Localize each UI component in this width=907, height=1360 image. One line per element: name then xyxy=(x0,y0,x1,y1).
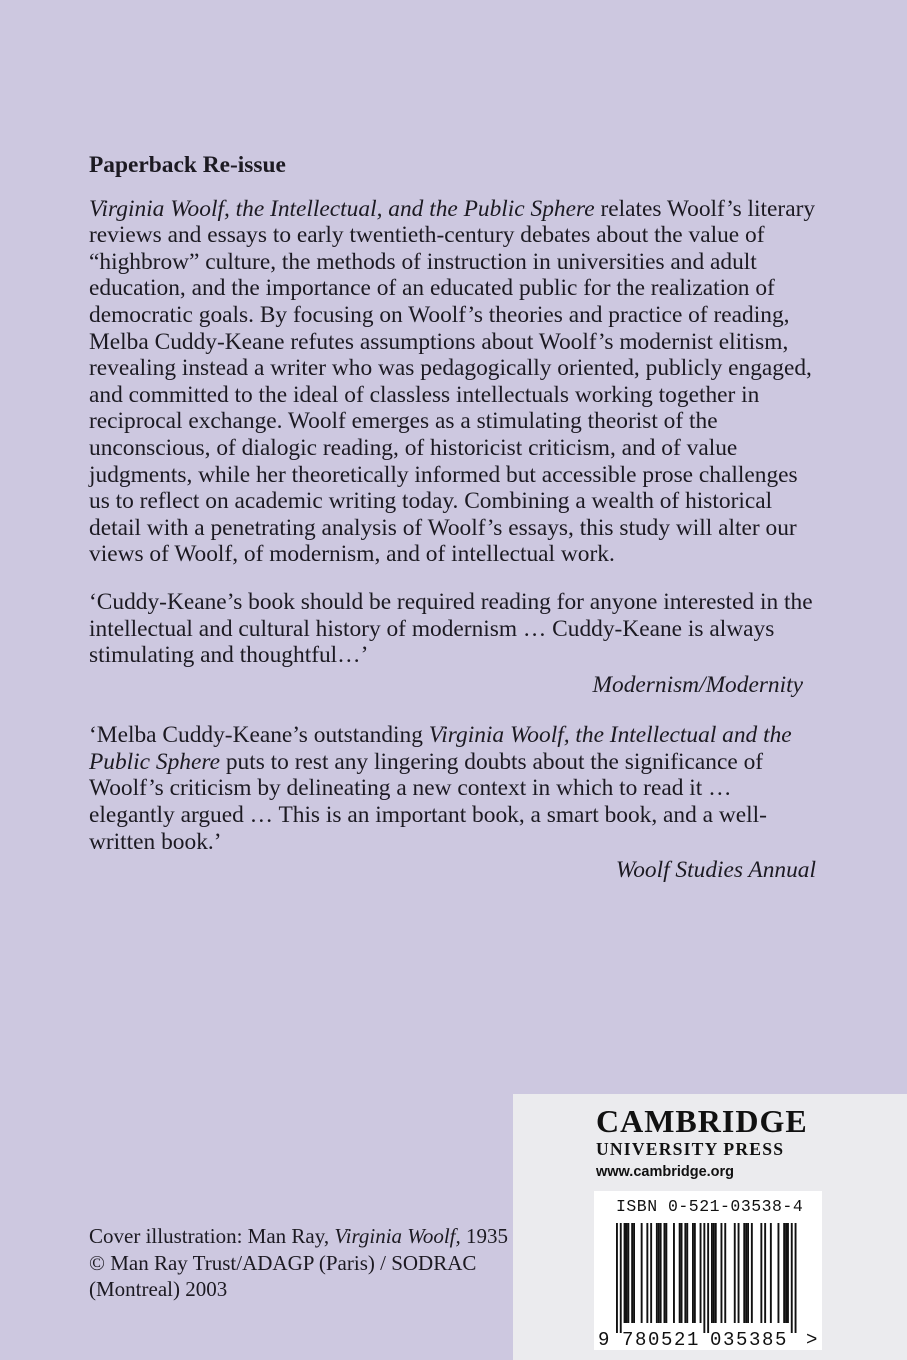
barcode-bar xyxy=(734,1223,736,1323)
barcode-bar xyxy=(684,1223,686,1323)
barcode-right-digits: 035385 xyxy=(710,1329,789,1350)
barcode-bar xyxy=(679,1223,681,1323)
barcode-bar xyxy=(658,1223,660,1323)
barcode-bar xyxy=(692,1223,694,1323)
barcode-lead-digit: 9 xyxy=(598,1329,610,1350)
barcode-guard-bar xyxy=(616,1223,618,1333)
barcode-bar xyxy=(724,1223,726,1323)
barcode-bar xyxy=(633,1223,635,1323)
review-quote-1: ‘Cuddy-Keane’s book should be required reading for anyone interested in the intellectual and cultural history of modernism … Cuddy-Keane is always stimulating and thoughtful…’ xyxy=(89,588,813,669)
barcode-bars xyxy=(616,1223,797,1333)
barcode-bar xyxy=(751,1223,753,1323)
isbn-label: ISBN 0-521-03538-4 xyxy=(616,1197,804,1216)
barcode-guard-bar xyxy=(703,1223,705,1333)
barcode-bar xyxy=(715,1223,717,1323)
barcode-area xyxy=(594,1191,822,1350)
publisher-url: www.cambridge.org xyxy=(596,1164,735,1180)
barcode-bar xyxy=(626,1223,628,1323)
back-cover-text xyxy=(89,152,819,884)
barcode-bar xyxy=(745,1223,747,1323)
barcode-bar xyxy=(743,1223,745,1323)
barcode-bar xyxy=(787,1223,789,1323)
review-2-text-before: ‘Melba Cuddy-Keane’s outstanding xyxy=(89,722,429,749)
barcode-bar xyxy=(664,1223,666,1323)
book-title: Virginia Woolf, the Intellectual, and the Public Sphere xyxy=(89,195,595,222)
barcode-bar xyxy=(624,1223,626,1323)
review-source-1: Modernism/Modernity xyxy=(592,671,803,698)
barcode-bar xyxy=(665,1223,667,1323)
review-2-book-title: Virginia Woolf, the Intellectual and the Public Sphere xyxy=(89,722,792,775)
credit-suffix: 1935 © Man Ray Trust/ADAGP (Paris) / SODRAC (Montreal) 2003 xyxy=(89,1224,509,1302)
barcode-bar xyxy=(631,1223,633,1323)
barcode-bar xyxy=(656,1223,658,1323)
barcode-bar xyxy=(627,1223,629,1323)
barcode-bar xyxy=(681,1223,683,1323)
barcode-bar xyxy=(711,1223,713,1323)
barcode-bar xyxy=(783,1223,785,1323)
publisher-name: CAMBRIDGE xyxy=(596,1103,808,1139)
barcode-bar xyxy=(778,1223,780,1323)
barcode-bar xyxy=(721,1223,723,1323)
barcode-bar xyxy=(673,1223,675,1323)
barcode-bar xyxy=(764,1223,766,1323)
review-quote-2 xyxy=(89,722,819,855)
barcode-bar xyxy=(760,1223,762,1323)
barcode-bar xyxy=(641,1223,643,1323)
barcode-bar xyxy=(694,1223,696,1323)
barcode-guard-bar xyxy=(791,1223,793,1333)
review-source-2: Woolf Studies Annual xyxy=(615,857,816,884)
barcode-bar xyxy=(650,1223,652,1323)
barcode-bar xyxy=(738,1223,740,1323)
barcode-bar xyxy=(660,1223,662,1323)
credit-prefix: Cover illustration: Man Ray, xyxy=(89,1224,335,1248)
book-description xyxy=(89,196,819,568)
barcode-left-digits: 780521 xyxy=(622,1329,701,1350)
barcode-bar xyxy=(747,1223,749,1323)
barcode-bar xyxy=(713,1223,715,1323)
barcode-bar xyxy=(700,1223,702,1323)
barcode-bar xyxy=(785,1223,787,1323)
barcode-bar xyxy=(646,1223,648,1323)
barcode-guard-bar xyxy=(707,1223,709,1333)
barcode-quiet-mark: > xyxy=(806,1329,818,1350)
barcode-guard-bar xyxy=(795,1223,797,1333)
barcode-bar xyxy=(686,1223,688,1323)
review-2-text-after: puts to rest any lingering doubts about the significance of Woolf’s criticism by delineating a new context in which to read it … elegantly argued … This is an important book, a smart book, and a well-written book.’ xyxy=(89,748,767,855)
publisher-box xyxy=(513,1094,907,1360)
publisher-subname: UNIVERSITY PRESS xyxy=(596,1139,785,1159)
barcode-guard-bar xyxy=(620,1223,622,1333)
description-body: relates Woolf’s literary reviews and essays to early twentieth-century debates about the value of “highbrow” culture, the methods of instruction in universities and adult education, and the importance of an educated public for the realization of democratic goals. By focusing on Woolf’s theories and practice of reading, Melba Cuddy-Keane refutes assumptions about Woolf’s modernist elitism, revealing instead a writer who was pedagogically oriented, publicly engaged, and committed to the ideal of classless intellectuals working together in reciprocal exchange. Woolf emerges as a stimulating theorist of the unconscious, of dialogic reading, of historicist criticism, and of value judgments, while her theoretically informed but accessible prose challenges us to reflect on academic writing today. Combining a wealth of historical detail with a penetrating analysis of Woolf’s essays, this study will alter our views of Woolf, of modernism, and of intellectual work. xyxy=(89,195,816,568)
credit-artwork-title: Virginia Woolf, xyxy=(334,1224,461,1248)
cover-illustration-credit xyxy=(89,1223,509,1303)
barcode-bar xyxy=(770,1223,772,1323)
edition-heading: Paperback Re-issue xyxy=(89,152,286,178)
